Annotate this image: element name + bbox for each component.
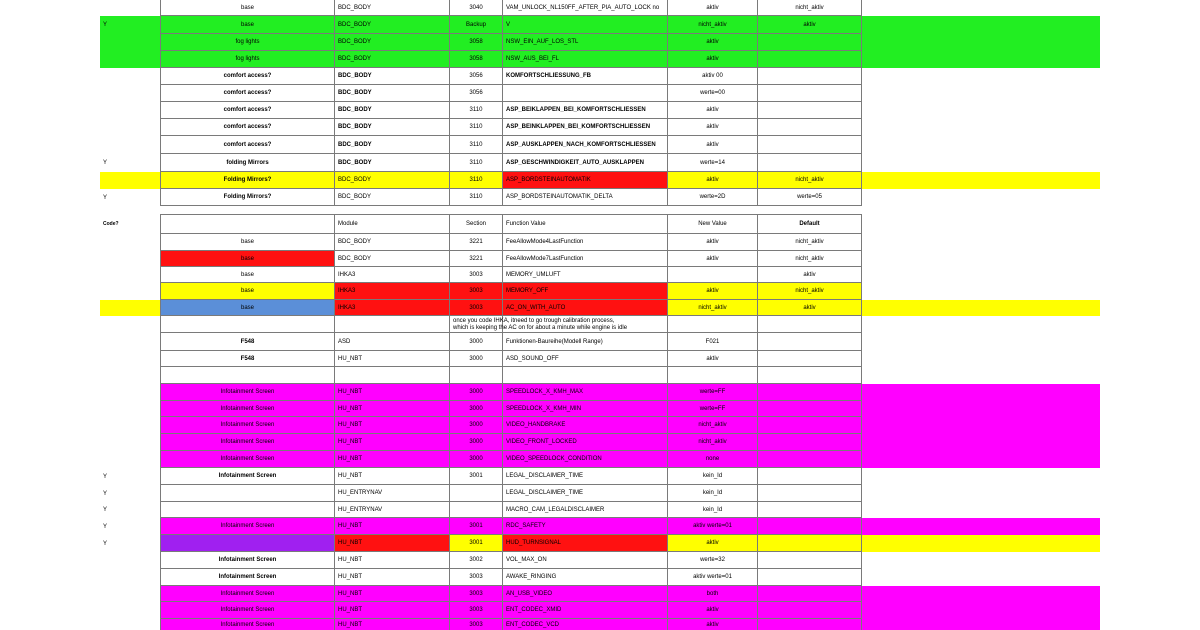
new-value-cell: aktiv 00 [667, 68, 757, 85]
new-value-cell: aktiv [667, 136, 757, 154]
section-cell: 3110 [449, 154, 502, 172]
module-cell: HU_NBT [334, 552, 449, 569]
table-row [100, 251, 1100, 267]
section-cell: 3002 [449, 552, 502, 569]
section-cell: 3056 [449, 85, 502, 102]
section-cell: 3003 [449, 300, 502, 316]
function-value-cell: SPEEDLOCK_X_KMH_MAX [502, 384, 667, 401]
default-cell: nicht_aktiv [757, 172, 862, 189]
section-cell: 3003 [449, 569, 502, 586]
default-cell: aktiv [757, 267, 862, 283]
feature-cell: folding Mirrors [160, 154, 334, 172]
table-header-row [100, 214, 1100, 234]
new-value-cell: aktiv [667, 602, 757, 619]
module-cell: HU_NBT [334, 468, 449, 485]
new-value-cell: aktiv [667, 619, 757, 630]
feature-cell: Infotainment Screen [160, 468, 334, 485]
default-cell: aktiv [757, 300, 862, 316]
code-flag [100, 85, 160, 102]
function-value-cell: LEGAL_DISCLAIMER_TIME [502, 485, 667, 502]
section-cell: 3003 [449, 283, 502, 300]
section-cell: 3003 [449, 586, 502, 602]
function-value-cell: ENT_CODEC_VCD [502, 619, 667, 630]
module-cell: HU_NBT [334, 417, 449, 434]
default-column-header: Default [757, 214, 862, 234]
function-value-cell: FeeAllowMode7LastFunction [502, 251, 667, 267]
function-value-cell: Funktionen-Baureihe(Modell Range) [502, 333, 667, 351]
default-cell [757, 535, 862, 552]
function-value-cell: LEGAL_DISCLAIMER_TIME [502, 468, 667, 485]
section-cell: 3058 [449, 34, 502, 51]
table-row [100, 68, 1100, 85]
feature-cell: base [160, 267, 334, 283]
section-cell: 3221 [449, 234, 502, 251]
new-value-cell: aktiv [667, 119, 757, 136]
module-cell: ASD [334, 333, 449, 351]
section-cell: 3110 [449, 136, 502, 154]
function-value-cell: ASP_GESCHWINDIGKEIT_AUTO_AUSKLAPPEN [502, 154, 667, 172]
feature-cell: Folding Mirrors? [160, 172, 334, 189]
new-value-cell: aktiv [667, 283, 757, 300]
module-cell: HU_NBT [334, 535, 449, 552]
new-value-cell: aktiv werte=01 [667, 569, 757, 586]
new-value-cell: aktiv [667, 351, 757, 367]
section-cell: 3000 [449, 333, 502, 351]
new-value-cell: aktiv werte=01 [667, 518, 757, 535]
default-cell [757, 136, 862, 154]
function-value-column-header: Function Value [502, 214, 667, 234]
new-value-column-header: New Value [667, 214, 757, 234]
default-cell: aktiv [757, 16, 862, 34]
feature-cell: base [160, 0, 334, 16]
function-value-cell: AC_ON_WITH_AUTO [502, 300, 667, 316]
table-row [100, 552, 1100, 569]
new-value-cell [667, 267, 757, 283]
default-cell: nicht_aktiv [757, 234, 862, 251]
feature-cell: Infotainment Screen [160, 569, 334, 586]
section-cell: 3003 [449, 619, 502, 630]
function-value-cell: NSW_EIN_AUF_LOS_STL [502, 34, 667, 51]
new-value-cell: kein_Id [667, 468, 757, 485]
function-value-cell: ASD_SOUND_OFF [502, 351, 667, 367]
feature-cell: F548 [160, 351, 334, 367]
new-value-cell: both [667, 586, 757, 602]
table-row [100, 535, 1100, 552]
code-flag: Y [100, 518, 160, 535]
code-flag: Y [103, 194, 108, 201]
default-cell [757, 485, 862, 502]
new-value-cell: nicht_aktiv [667, 300, 757, 316]
table-row [100, 401, 1100, 417]
default-cell [757, 401, 862, 417]
feature-cell: Infotainment Screen [160, 602, 334, 619]
function-value-cell: VIDEO_HANDBRAKE [502, 417, 667, 434]
section-cell [449, 485, 502, 502]
table-row [100, 485, 1100, 502]
table-row [100, 384, 1100, 401]
feature-cell: base [160, 16, 334, 34]
function-value-cell: MEMORY_UMLUFT [502, 267, 667, 283]
default-cell [757, 102, 862, 119]
feature-cell: comfort access? [160, 136, 334, 154]
code-flag [100, 351, 160, 367]
feature-cell: base [160, 283, 334, 300]
default-cell [757, 85, 862, 102]
function-value-cell [502, 85, 667, 102]
section-cell: 3000 [449, 384, 502, 401]
table-row [100, 300, 1100, 316]
module-cell: BDC_BODY [334, 51, 449, 68]
function-value-cell: VIDEO_SPEEDLOCK_CONDITION [502, 451, 667, 468]
function-value-cell: AN_USB_VIDEO [502, 586, 667, 602]
table-row [100, 119, 1100, 136]
new-value-cell: none [667, 451, 757, 468]
module-cell: BDC_BODY [334, 16, 449, 34]
feature-cell: base [160, 234, 334, 251]
new-value-cell: aktiv [667, 535, 757, 552]
note-line-2: which is keeping the AC on for about a minute while engine is idle [453, 325, 628, 331]
default-cell [757, 518, 862, 535]
feature-cell: comfort access? [160, 119, 334, 136]
module-cell: BDC_BODY [334, 0, 449, 16]
function-value-cell: KOMFORTSCHLIESSUNG_FB [502, 68, 667, 85]
code-flag: Y [103, 22, 108, 28]
new-value-cell: werte=00 [667, 85, 757, 102]
new-value-cell: aktiv [667, 51, 757, 68]
table-row [100, 34, 1100, 51]
table-row [100, 136, 1100, 154]
function-value-cell: MEMORY_OFF [502, 283, 667, 300]
module-cell: HU_NBT [334, 384, 449, 401]
table-row [100, 283, 1100, 300]
module-cell: BDC_BODY [334, 34, 449, 51]
table-row [100, 586, 1100, 602]
function-value-cell: V [502, 16, 667, 34]
table-row [100, 417, 1100, 434]
feature-cell: fog lights [160, 51, 334, 68]
function-value-cell: ENT_CODEC_XMID [502, 602, 667, 619]
new-value-cell: nicht_aktiv [667, 417, 757, 434]
module-cell: BDC_BODY [334, 85, 449, 102]
default-cell: nicht_aktiv [757, 0, 862, 16]
code-flag [100, 451, 160, 468]
section-cell: 3056 [449, 68, 502, 85]
function-value-cell: ASP_AUSKLAPPEN_NACH_KOMFORTSCHLIESSEN [502, 136, 667, 154]
feature-cell: Infotainment Screen [160, 401, 334, 417]
module-cell: HU_NBT [334, 602, 449, 619]
section-cell: 3003 [449, 602, 502, 619]
new-value-cell: kein_Id [667, 502, 757, 518]
module-cell: BDC_BODY [334, 251, 449, 267]
code-flag [100, 434, 160, 451]
code-flag: Y [100, 535, 160, 552]
new-value-cell: werte=14 [667, 154, 757, 172]
feature-cell [160, 502, 334, 518]
feature-cell: Infotainment Screen [160, 586, 334, 602]
section-cell: 3221 [449, 251, 502, 267]
table-row [100, 51, 1100, 68]
module-cell: IHKA3 [334, 267, 449, 283]
feature-cell: Infotainment Screen [160, 417, 334, 434]
feature-column-header [160, 214, 334, 234]
code-flag [100, 136, 160, 154]
module-column-header: Module [334, 214, 449, 234]
table-row [100, 619, 1100, 630]
code-flag [100, 552, 160, 569]
code-flag: Y [103, 473, 108, 480]
new-value-cell: F021 [667, 333, 757, 351]
table-row [100, 154, 1100, 172]
module-cell: BDC_BODY [334, 119, 449, 136]
code-flag: Y [103, 507, 108, 513]
module-cell: IHKA3 [334, 283, 449, 300]
code-flag: Y [103, 490, 108, 497]
code-flag [100, 68, 160, 85]
calibration-note [453, 318, 673, 332]
new-value-cell: aktiv [667, 0, 757, 16]
section-cell: 3110 [449, 102, 502, 119]
code-flag [100, 619, 160, 630]
code-flag [100, 234, 160, 251]
new-value-cell: aktiv [667, 251, 757, 267]
module-cell: BDC_BODY [334, 234, 449, 251]
table-row [100, 367, 1100, 384]
function-value-cell: SPEEDLOCK_X_KMH_MIN [502, 401, 667, 417]
module-cell: HU_NBT [334, 401, 449, 417]
new-value-cell: aktiv [667, 102, 757, 119]
table-row [100, 602, 1100, 619]
function-value-cell: VOL_MAX_ON [502, 552, 667, 569]
table-row [100, 16, 1100, 34]
function-value-cell: VIDEO_FRONT_LOCKED [502, 434, 667, 451]
default-cell [757, 119, 862, 136]
feature-cell: fog lights [160, 34, 334, 51]
module-cell: HU_NBT [334, 619, 449, 630]
code-flag [100, 602, 160, 619]
feature-cell: Infotainment Screen [160, 451, 334, 468]
default-cell [757, 51, 862, 68]
code-column-header: Code? [103, 221, 119, 227]
section-cell: 3003 [449, 267, 502, 283]
table-row [100, 351, 1100, 367]
section-cell: Backup [449, 16, 502, 34]
module-cell: HU_NBT [334, 451, 449, 468]
section-cell: 3000 [449, 451, 502, 468]
code-flag [100, 333, 160, 351]
new-value-cell: aktiv [667, 234, 757, 251]
module-cell: IHKA3 [334, 300, 449, 316]
code-flag [100, 34, 160, 51]
table-row [100, 333, 1100, 351]
table-row [100, 569, 1100, 586]
section-cell: 3001 [449, 535, 502, 552]
feature-cell: Infotainment Screen [160, 434, 334, 451]
table-row [100, 502, 1100, 518]
feature-cell: comfort access? [160, 68, 334, 85]
function-value-cell: ASP_BORDSTEINAUTOMATIK [502, 172, 667, 189]
module-cell: BDC_BODY [334, 154, 449, 172]
module-cell: HU_NBT [334, 351, 449, 367]
module-cell: HU_NBT [334, 586, 449, 602]
table-row [100, 85, 1100, 102]
new-value-cell: aktiv [667, 172, 757, 189]
table-row [100, 518, 1100, 535]
section-cell: 3058 [449, 51, 502, 68]
function-value-cell: ASP_BEINKLAPPEN_BEI_KOMFORTSCHLIESSEN [502, 119, 667, 136]
module-cell: BDC_BODY [334, 136, 449, 154]
default-cell [757, 417, 862, 434]
function-value-cell: RDC_SAFETY [502, 518, 667, 535]
feature-cell [160, 535, 334, 552]
code-flag [100, 283, 160, 300]
default-cell [757, 384, 862, 401]
new-value-cell: werte=FF [667, 401, 757, 417]
module-cell: HU_ENTRYNAV [334, 485, 449, 502]
code-flag [100, 172, 160, 189]
code-flag [100, 0, 160, 16]
code-flag [100, 102, 160, 119]
new-value-cell: werte=32 [667, 552, 757, 569]
feature-cell: Folding Mirrors? [160, 189, 334, 206]
module-cell: BDC_BODY [334, 68, 449, 85]
table-row [100, 434, 1100, 451]
section-cell: 3000 [449, 434, 502, 451]
feature-cell: base [160, 251, 334, 267]
table-row [100, 234, 1100, 251]
code-flag [100, 586, 160, 602]
module-cell: BDC_BODY [334, 172, 449, 189]
default-cell [757, 68, 862, 85]
section-column-header: Section [449, 214, 502, 234]
module-cell: HU_ENTRYNAV [334, 502, 449, 518]
default-cell: nicht_aktiv [757, 283, 862, 300]
feature-cell: comfort access? [160, 102, 334, 119]
table-row [100, 172, 1100, 189]
table-row [100, 267, 1100, 283]
code-flag [100, 401, 160, 417]
new-value-cell: kein_Id [667, 485, 757, 502]
code-flag [100, 300, 160, 316]
code-flag: Y [103, 160, 108, 166]
default-cell [757, 333, 862, 351]
feature-cell: base [160, 300, 334, 316]
module-cell: BDC_BODY [334, 189, 449, 206]
note-line-1: once you code IHKA, itneed to go trough calibration process, [453, 318, 615, 324]
default-cell [757, 34, 862, 51]
section-cell: 3110 [449, 119, 502, 136]
section-cell: 3001 [449, 518, 502, 535]
new-value-cell: nicht_aktiv [667, 434, 757, 451]
default-cell [757, 502, 862, 518]
function-value-cell: FeeAllowMode4LastFunction [502, 234, 667, 251]
function-value-cell: MACRO_CAM_LEGALDISCLAIMER [502, 502, 667, 518]
feature-cell: F548 [160, 333, 334, 351]
code-flag [100, 384, 160, 401]
new-value-cell: werte=2D [667, 189, 757, 206]
default-cell [757, 619, 862, 630]
feature-cell: Infotainment Screen [160, 384, 334, 401]
module-cell: HU_NBT [334, 434, 449, 451]
new-value-cell: aktiv [667, 34, 757, 51]
code-flag [100, 51, 160, 68]
section-cell: 3000 [449, 351, 502, 367]
default-cell: nicht_aktiv [757, 251, 862, 267]
default-cell: werte=05 [757, 189, 862, 206]
table-row [100, 0, 1100, 16]
table-row [100, 451, 1100, 468]
section-cell: 3001 [449, 468, 502, 485]
default-cell [757, 451, 862, 468]
new-value-cell: werte=FF [667, 384, 757, 401]
feature-cell: comfort access? [160, 85, 334, 102]
default-cell [757, 586, 862, 602]
section-cell: 3000 [449, 401, 502, 417]
section-cell: 3110 [449, 172, 502, 189]
code-flag [100, 119, 160, 136]
section-cell: 3110 [449, 189, 502, 206]
section-cell: 3040 [449, 0, 502, 16]
default-cell [757, 468, 862, 485]
default-cell [757, 602, 862, 619]
function-value-cell: HUD_TURNSIGNAL [502, 535, 667, 552]
code-flag [100, 251, 160, 267]
module-cell: HU_NBT [334, 518, 449, 535]
section-cell [449, 502, 502, 518]
module-cell: BDC_BODY [334, 102, 449, 119]
function-value-cell: NSW_AUS_BEI_FL [502, 51, 667, 68]
new-value-cell: nicht_aktiv [667, 16, 757, 34]
feature-cell: Infotainment Screen [160, 518, 334, 535]
feature-cell: Infotainment Screen [160, 552, 334, 569]
default-cell [757, 351, 862, 367]
table-row [100, 468, 1100, 485]
module-cell: HU_NBT [334, 569, 449, 586]
default-cell [757, 569, 862, 586]
feature-cell: Infotainment Screen [160, 619, 334, 630]
table-row [100, 102, 1100, 119]
default-cell [757, 154, 862, 172]
function-value-cell: AWAKE_RINGING [502, 569, 667, 586]
code-flag [100, 417, 160, 434]
code-flag [100, 569, 160, 586]
default-cell [757, 434, 862, 451]
function-value-cell: ASP_BEIKLAPPEN_BEI_KOMFORTSCHLIESSEN [502, 102, 667, 119]
function-value-cell: VAM_UNLOCK_NL150FF_AFTER_PIA_AUTO_LOCK no [502, 0, 667, 16]
table-row [100, 189, 1100, 206]
function-value-cell: ASP_BORDSTEINAUTOMATIK_DELTA [502, 189, 667, 206]
section-cell: 3000 [449, 417, 502, 434]
default-cell [757, 552, 862, 569]
feature-cell [160, 485, 334, 502]
code-flag [100, 267, 160, 283]
